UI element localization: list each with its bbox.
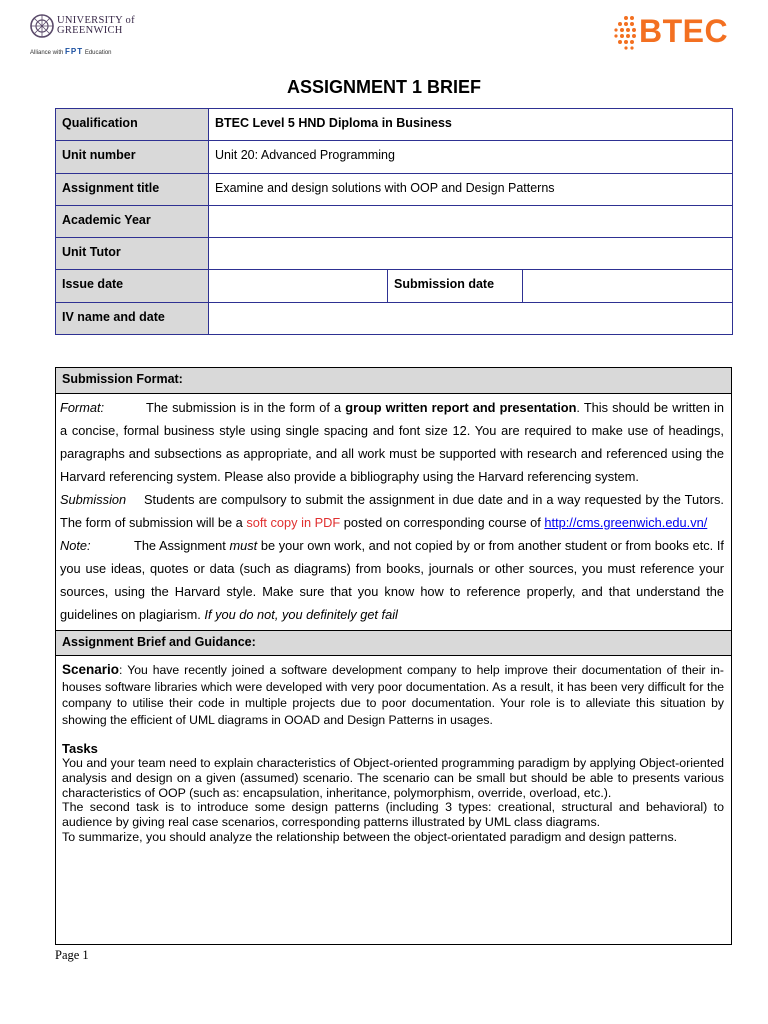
unit-tutor-label: Unit Tutor — [56, 238, 209, 270]
scenario-paragraph — [62, 662, 724, 728]
alliance-prefix: Alliance with — [30, 50, 64, 56]
submission-date-label: Submission date — [388, 270, 523, 302]
note-label: Note: — [60, 538, 91, 553]
university-line2: GREENWICH — [57, 25, 123, 36]
row-unit-tutor — [56, 238, 733, 270]
iv-label: IV name and date — [56, 302, 209, 334]
alliance-text — [30, 47, 112, 56]
submission-text-a: Students are compulsory to submit the assignment in due date and in a way requested by the Tutors. The form of submission will be a — [60, 492, 724, 530]
btec-dots-icon — [613, 14, 641, 54]
row-iv — [56, 302, 733, 334]
submission-paragraph — [60, 488, 724, 534]
row-assignment-title — [56, 173, 733, 205]
task-1: You and your team need to explain characteristics of Object-oriented programming paradigm by applying Object-oriented analysis and design on a given (assumed) scenario. The scenario can be small but should be able to presents various characteristics of OOP (such as: encapsulation, inheritance, polymorphism, override, overload, etc.). — [62, 756, 724, 800]
assignment-info-table — [55, 108, 733, 335]
iv-value[interactable] — [209, 302, 733, 334]
format-text-a: The submission is in the form of a — [146, 400, 346, 415]
row-dates — [56, 270, 733, 302]
submission-brief-box — [55, 367, 732, 945]
submission-label: Submission — [60, 492, 127, 507]
unit-tutor-value[interactable] — [209, 238, 733, 270]
scenario-text: : You have recently joined a software development company to help improve their documentation of their in-houses software libraries which were developed with very poor documentation. As a result, it has been very difficult for the company to utilise their code in multiple projects due to poor documentation. Your role is to alleviate this situation by showing the efficient of UML diagrams in OOAD and Design Patterns in usages. — [62, 663, 724, 727]
note-paragraph — [60, 534, 724, 626]
note-text-italic: must — [229, 538, 258, 553]
issue-date-label: Issue date — [56, 270, 209, 302]
academic-year-value[interactable] — [209, 205, 733, 237]
format-paragraph — [60, 396, 724, 488]
brief-guidance-heading: Assignment Brief and Guidance: — [56, 630, 731, 656]
brief-body — [56, 656, 731, 845]
scenario-label: Scenario — [62, 662, 120, 677]
unit-number-value: Unit 20: Advanced Programming — [209, 141, 733, 173]
format-label: Format: — [60, 400, 105, 415]
assignment-title-value: Examine and design solutions with OOP and Design Patterns — [209, 173, 733, 205]
row-unit-number — [56, 141, 733, 173]
submission-date-value[interactable] — [523, 270, 733, 302]
submission-format-body — [56, 396, 731, 626]
qualification-value: BTEC Level 5 HND Diploma in Business — [209, 109, 733, 141]
page-number: Page 1 — [55, 948, 89, 962]
page-title: ASSIGNMENT 1 BRIEF — [286, 77, 482, 97]
row-academic-year — [56, 205, 733, 237]
unit-number-label: Unit number — [56, 141, 209, 173]
tasks-list — [62, 756, 724, 845]
university-line1: UNIVERSITY of — [57, 15, 135, 26]
format-text-bold: group written report and presentation — [345, 400, 577, 415]
submission-text-b: posted on corresponding course of — [340, 515, 545, 530]
university-of-greenwich-logo — [30, 14, 150, 60]
university-crest-icon — [30, 14, 54, 38]
submission-text-red: soft copy in PDF — [246, 515, 341, 530]
tasks-heading: Tasks — [62, 741, 98, 756]
qualification-label: Qualification — [56, 109, 209, 141]
university-name — [57, 16, 135, 36]
row-qualification — [56, 109, 733, 141]
note-text-italic2: If you do not, you definitely get fail — [204, 607, 398, 622]
btec-logo — [613, 14, 745, 54]
cms-link[interactable]: http://cms.greenwich.edu.vn/ — [544, 515, 708, 530]
submission-format-heading: Submission Format: — [56, 368, 731, 394]
academic-year-label: Academic Year — [56, 205, 209, 237]
issue-date-value[interactable] — [209, 270, 388, 302]
note-text-b: be your own work, and not copied by or from another student or from books etc. If you use ideas, quotes or data (such as diagrams) from books, journals or other sources, you must reference your sources, using the Harvard style. Make sure that you know how to reference properly, and that understand the guidelines on plagiarism. — [60, 538, 724, 622]
fpt-logo: FPT — [65, 47, 84, 56]
note-text-a: The Assignment — [134, 538, 230, 553]
task-3: To summarize, you should analyze the relationship between the object-orientated paradigm and design patterns. — [62, 829, 678, 844]
btec-wordmark: BTEC — [639, 13, 729, 49]
format-text-b: . This should be written in a concise, formal business style using single spacing and font size 12. You are required to make use of headings, paragraphs and subsections as appropriate, and all work must be supported with research and referenced using the Harvard referencing system. Please also provide a bibliography using the Harvard referencing system. — [60, 400, 724, 484]
assignment-title-label: Assignment title — [56, 173, 209, 205]
task-2: The second task is to introduce some design patterns (including 3 types: creational, structural and behavioral) to audience by giving real case scenarios, corresponding patterns illustrated by UML class diagrams. — [62, 800, 724, 830]
alliance-suffix: Education — [84, 50, 112, 56]
